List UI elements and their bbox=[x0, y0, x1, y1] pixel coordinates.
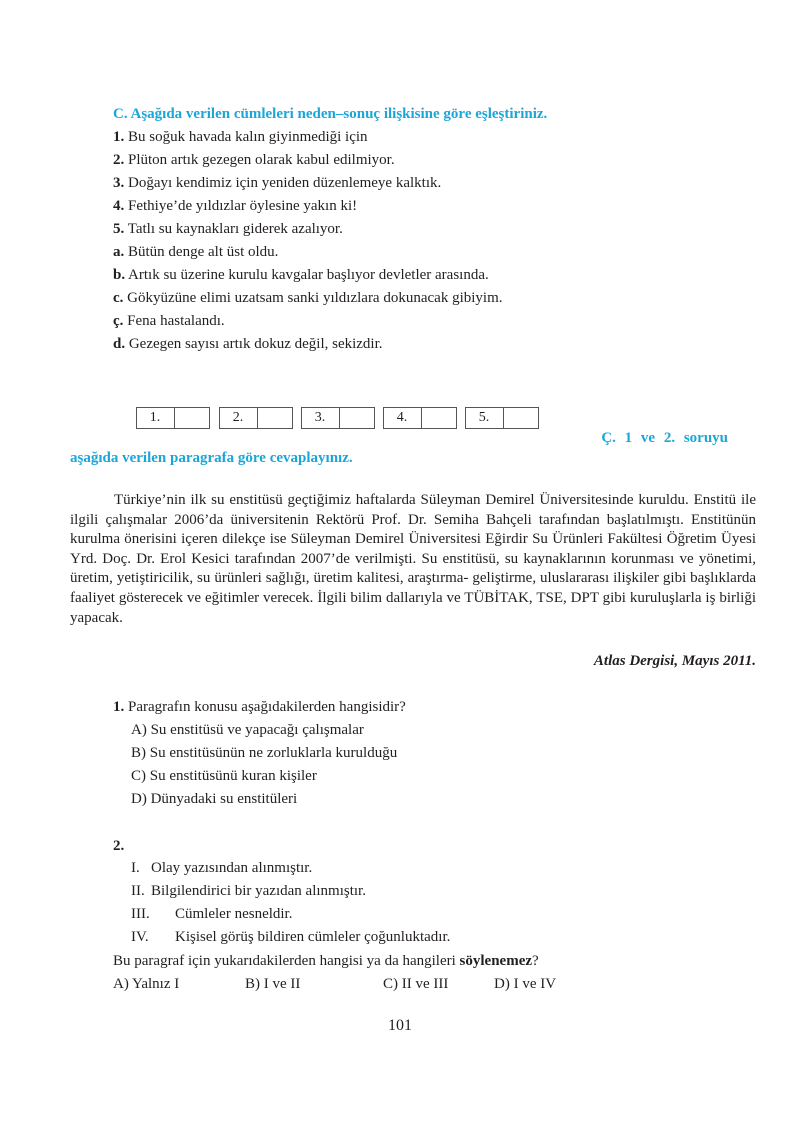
option-list bbox=[113, 719, 406, 811]
statement-roman: II. bbox=[131, 883, 145, 899]
reading-paragraph bbox=[70, 491, 756, 628]
statement-item bbox=[131, 926, 450, 949]
statement-text: Cümleler nesneldir. bbox=[175, 906, 293, 922]
option-b[interactable]: B) Su enstitüsünün ne zorluklarla kurulduğu bbox=[131, 745, 398, 761]
source-citation: Atlas Dergisi, Mayıs 2011. bbox=[593, 653, 756, 669]
question-prompt bbox=[113, 950, 539, 973]
item-text: Bütün denge alt üst oldu. bbox=[128, 244, 279, 260]
list-item bbox=[113, 241, 503, 264]
answer-box-label: 1. bbox=[149, 410, 161, 425]
statement-roman: I. bbox=[131, 860, 140, 876]
prompt-emphasis: söylenemez bbox=[459, 953, 533, 969]
item-text: Gezegen sayısı artık dokuz değil, sekizdir. bbox=[128, 336, 383, 352]
section-c-heading: C. Aşağıda verilen cümleleri neden–sonuç ilişkisine göre eşleştiriniz. bbox=[113, 106, 548, 122]
answer-box-label: 3. bbox=[314, 410, 326, 425]
section-cc-heading-continued: aşağıda verilen paragrafa göre cevaplayınız. bbox=[70, 450, 353, 466]
option-b[interactable]: B) I ve II bbox=[245, 976, 301, 992]
prompt-suffix: ? bbox=[532, 953, 539, 969]
item-text: Fethiye’de yıldızlar öylesine yakın ki! bbox=[128, 198, 358, 214]
page-number: 101 bbox=[388, 1017, 412, 1034]
item-label: c. bbox=[113, 290, 124, 306]
statement-roman: III. bbox=[131, 906, 150, 922]
item-label: 4. bbox=[113, 198, 125, 214]
answer-input-4[interactable] bbox=[421, 407, 457, 429]
answer-input-5[interactable] bbox=[503, 407, 539, 429]
item-label: 2. bbox=[113, 152, 125, 168]
answer-input-3[interactable] bbox=[339, 407, 375, 429]
list-item bbox=[113, 149, 503, 172]
item-text: Bu soğuk havada kalın giyinmediği için bbox=[128, 129, 368, 145]
list-item bbox=[113, 195, 503, 218]
option-d[interactable]: D) Dünyadaki su enstitüleri bbox=[131, 791, 298, 807]
statement-text: Kişisel görüş bildiren cümleler çoğunluktadır. bbox=[175, 929, 451, 945]
prompt-text: Bu paragraf için yukarıdakilerden hangisi ya da hangileri bbox=[113, 953, 460, 969]
statement-item bbox=[131, 880, 450, 903]
answer-input-2[interactable] bbox=[257, 407, 293, 429]
question-text: Paragrafın konusu aşağıdakilerden hangisidir? bbox=[128, 699, 406, 715]
list-item bbox=[113, 126, 503, 149]
item-label: 1. bbox=[113, 129, 125, 145]
item-label: a. bbox=[113, 244, 125, 260]
paragraph-text: Türkiye’nin ilk su enstitüsü geçtiğimiz haftalarda Süleyman Demirel Üniversitesinde kuruldu. Enstitü ile ilgili çalışmalar 2006’da üniversitenin Rektörü Prof. Dr. Semiha Bahçeli tarafından başlatılmıştı. Enstitünün kurulma önerisini içeren dilekçe ise Süleyman Demirel Üniversitesi Eğirdir Su Ürünleri Fakültesi Öğretim Üyesi Yrd. Doç. Dr. Erol Kesici tarafından 2007’de verilmişti. Su enstitüsü, su kaynaklarının korunması ve yönetimi, üretim, yetiştiricilik, su ürünleri sağlığı, üretim kalitesi, araştırma- geliştirme, uluslararası ilişkiler gibi başlıklarda faaliyet gösterecek ve eğitimler verecek. İlgili bilim dallarıyla ve TÜBİTAK, TSE, DPT gibi kuruluşlarla iş birliği yapacak. bbox=[70, 492, 756, 626]
option-a[interactable]: A) Yalnız I bbox=[113, 976, 180, 992]
answer-box-label: 4. bbox=[396, 410, 408, 425]
statement-roman: IV. bbox=[131, 929, 149, 945]
answer-box-label: 5. bbox=[478, 410, 490, 425]
list-item bbox=[113, 287, 503, 310]
statement-item bbox=[131, 903, 450, 926]
option-c[interactable]: C) II ve III bbox=[383, 976, 449, 992]
question-number: 2. bbox=[113, 838, 125, 854]
statement-list bbox=[131, 857, 450, 949]
statement-item bbox=[131, 857, 450, 880]
item-label: 3. bbox=[113, 175, 125, 191]
item-text: Plüton artık gezegen olarak kabul edilmiyor. bbox=[128, 152, 395, 168]
item-text: Doğayı kendimiz için yeniden düzenlemeye kalktık. bbox=[128, 175, 442, 191]
list-item bbox=[113, 172, 503, 195]
list-item bbox=[113, 333, 503, 356]
section-cc-heading: Ç. 1 ve 2. soruyu bbox=[601, 430, 728, 446]
list-item bbox=[113, 264, 503, 287]
option-d[interactable]: D) I ve IV bbox=[494, 976, 557, 992]
option-c[interactable]: C) Su enstitüsünü kuran kişiler bbox=[131, 768, 317, 784]
item-text: Gökyüzüne elimi uzatsam sanki yıldızlara dokunacak gibiyim. bbox=[127, 290, 503, 306]
item-label: d. bbox=[113, 336, 126, 352]
answer-input-1[interactable] bbox=[174, 407, 210, 429]
item-text: Tatlı su kaynakları giderek azalıyor. bbox=[127, 221, 343, 237]
statement-text: Bilgilendirici bir yazıdan alınmıştır. bbox=[151, 883, 366, 899]
answer-box-label: 2. bbox=[232, 410, 244, 425]
statement-text: Olay yazısından alınmıştır. bbox=[151, 860, 313, 876]
item-label: ç. bbox=[113, 313, 124, 329]
item-text: Artık su üzerine kurulu kavgalar başlıyor devletler arasında. bbox=[128, 267, 489, 283]
list-item bbox=[113, 310, 503, 333]
item-label: 5. bbox=[113, 221, 125, 237]
item-label: b. bbox=[113, 267, 126, 283]
option-a[interactable]: A) Su enstitüsü ve yapacağı çalışmalar bbox=[131, 722, 364, 738]
question-1 bbox=[113, 696, 406, 811]
matching-list bbox=[113, 126, 503, 356]
list-item bbox=[113, 218, 503, 241]
item-text: Fena hastalandı. bbox=[127, 313, 225, 329]
question-number: 1. bbox=[113, 699, 125, 715]
question-stem bbox=[113, 696, 406, 719]
